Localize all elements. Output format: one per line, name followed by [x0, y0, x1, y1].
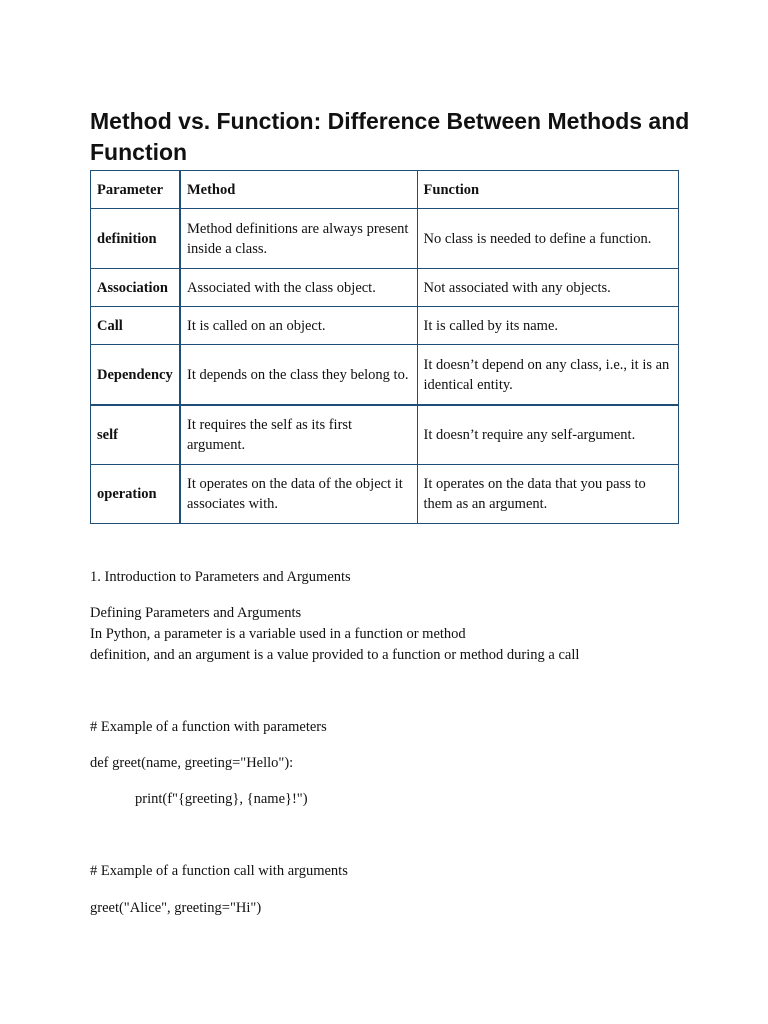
row-function: It doesn’t depend on any class, i.e., it is an identical entity. [417, 345, 678, 406]
page-title: Method vs. Function: Difference Between Methods and Function [90, 108, 690, 165]
row-method: It operates on the data of the object it associates with. [180, 465, 417, 524]
code-line: print(f"{greeting}, {name}!") [135, 791, 308, 807]
row-function: It is called by its name. [417, 307, 678, 345]
code-line: greet("Alice", greeting="Hi") [90, 900, 262, 916]
code-comment: # Example of a function call with arguments [90, 863, 348, 879]
row-parameter: self [91, 405, 180, 465]
row-function: No class is needed to define a function. [417, 209, 678, 269]
table-header-row [91, 171, 679, 209]
table-row [91, 405, 679, 465]
table-row [91, 465, 679, 524]
row-parameter: operation [91, 465, 180, 524]
row-parameter: Dependency [91, 345, 180, 406]
row-parameter: Association [91, 269, 180, 307]
subheading: Defining Parameters and Arguments [90, 605, 302, 621]
table-row [91, 269, 679, 307]
code-line: def greet(name, greeting="Hello"): [90, 755, 294, 771]
row-method: It depends on the class they belong to. [180, 345, 417, 406]
table-row [91, 345, 679, 406]
header-function: Function [417, 171, 678, 209]
header-method: Method [180, 171, 417, 209]
row-method: It requires the self as its first argument. [180, 405, 417, 465]
paragraph-line: In Python, a parameter is a variable used in a function or method [90, 626, 466, 642]
row-method: Associated with the class object. [180, 269, 417, 307]
row-function: It operates on the data that you pass to them as an argument. [417, 465, 678, 524]
row-parameter: Call [91, 307, 180, 345]
row-parameter: definition [91, 209, 180, 269]
header-parameter: Parameter [91, 171, 180, 209]
comparison-table [90, 170, 679, 524]
row-function: It doesn’t require any self-argument. [417, 405, 678, 465]
row-method: It is called on an object. [180, 307, 417, 345]
table-row [91, 307, 679, 345]
code-comment: # Example of a function with parameters [90, 719, 327, 735]
table-row [91, 209, 679, 269]
row-method: Method definitions are always present inside a class. [180, 209, 417, 269]
paragraph-line: definition, and an argument is a value provided to a function or method during a call [90, 647, 580, 663]
row-function: Not associated with any objects. [417, 269, 678, 307]
section-heading: 1. Introduction to Parameters and Arguments [90, 569, 351, 585]
